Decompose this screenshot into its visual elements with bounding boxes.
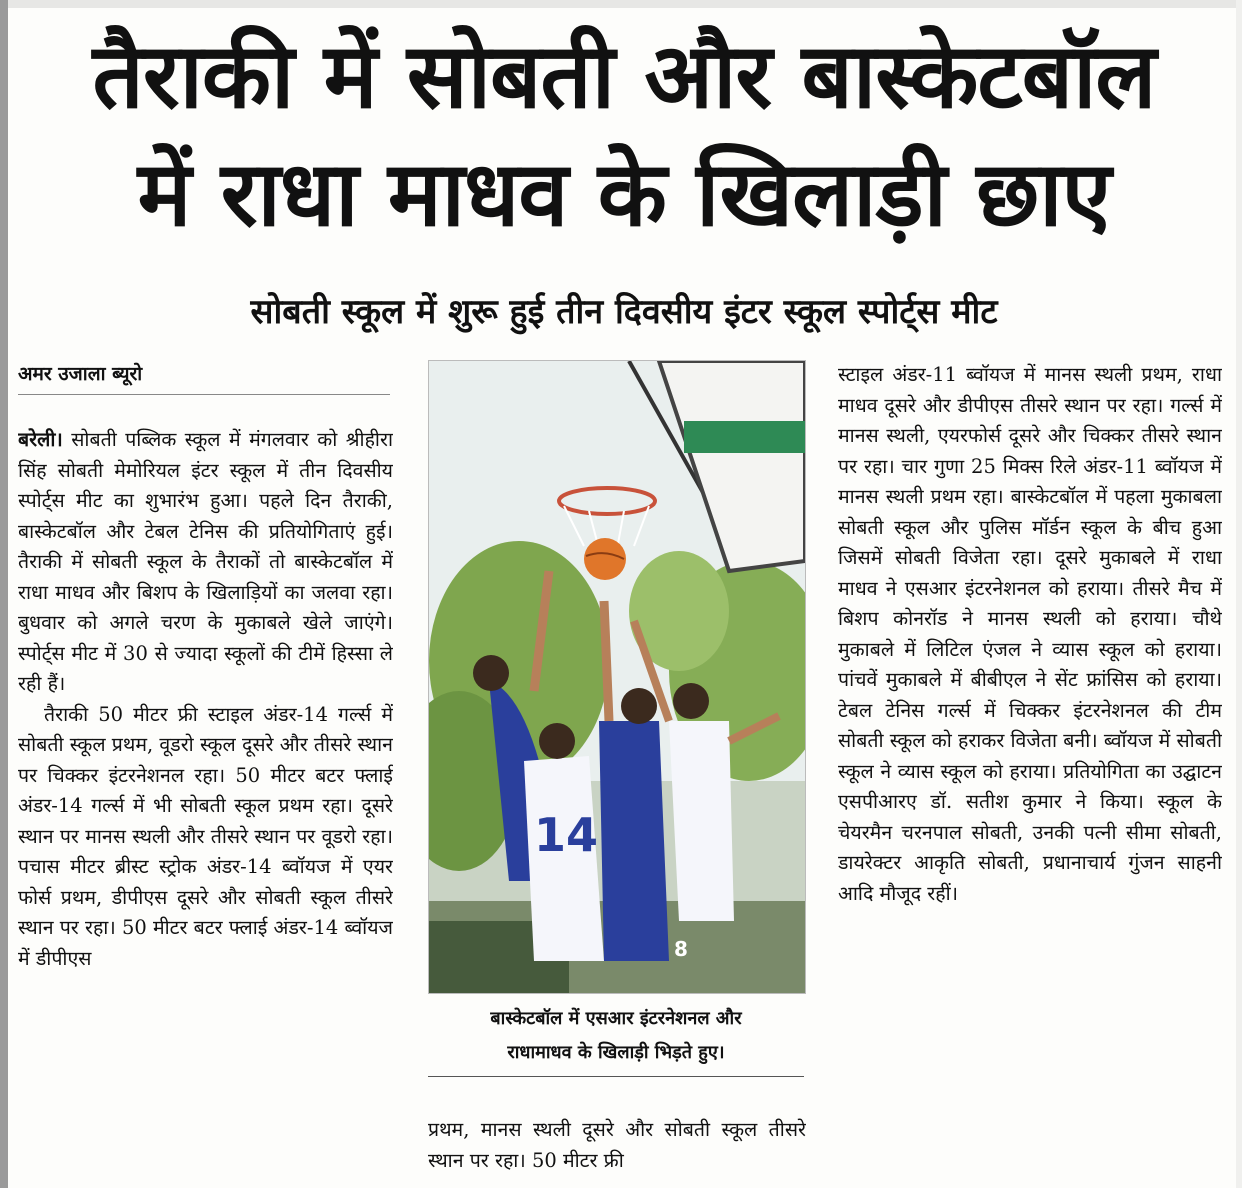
photo-caption: [428, 1002, 804, 1070]
article-column-left: [18, 425, 393, 1185]
article-column-right: [838, 360, 1222, 1186]
paragraph-1: [18, 425, 393, 700]
page-top-strip: [8, 0, 1242, 8]
caption-line-2: राधामाधव के खिलाड़ी भिड़ते हुए।: [507, 1042, 725, 1063]
jersey-number-14: 14: [534, 808, 599, 862]
page-right-edge: [1236, 0, 1242, 1188]
headline-line-2: में राधा माधव के खिलाड़ी छाए: [137, 142, 1111, 247]
article-column-middle: [428, 1115, 806, 1187]
paragraph-2: तैराकी 50 मीटर फ्री स्टाइल अंडर-14 गर्ल्स में सोबती स्कूल प्रथम, वूडरो स्कूल दूसरे और तीसरे स्थान पर चिक्कर इंटरनेशनल रहा। 50 मीटर बटर फ्लाई अंडर-14 गर्ल्स में भी सोबती स्कूल प्रथम रहा। दूसरे स्थान पर मानस स्थली और तीसरे स्थान पर वूडरो रहा। पचास मीटर ब्रीस्ट स्ट्रोक अंडर-14 ब्वॉयज में एयर फोर्स प्रथम, डीपीएस दूसरे और सोबती स्कूल तीसरे स्थान पर रहा। 50 मीटर बटर फ्लाई अंडर-14 ब्वॉयज में डीपीएस: [18, 702, 393, 970]
headline: [14, 18, 1234, 254]
dateline: बरेली।: [18, 428, 63, 451]
caption-line-1: बास्केटबॉल में एसआर इंटरनेशनल और: [490, 1008, 742, 1029]
headline-line-1: तैराकी में सोबती और बास्केटबॉल: [92, 24, 1156, 129]
paragraph-1-text: सोबती पब्लिक स्कूल में मंगलवार को श्रीहीरा सिंह सोबती मेमोरियल इंटर स्कूल में तीन दिवसीय स्पोर्ट्स मीट का शुभारंभ हुआ। पहले दिन तैराकी, बास्केटबॉल और टेबल टेनिस की प्रतियोगिताएं हुई। तैराकी में सोबती स्कूल के तैराकों तो बास्केटबॉल में राधा माधव और बिशप के खिलाड़ियों का जलवा रहा। बुधवार को अगले चरण के मुकाबले खेले जाएंगे। स्पोर्ट्स मीट में 30 से ज्यादा स्कूलों की टीमें हिस्सा ले रही हैं।: [18, 428, 393, 695]
right-column-text: स्टाइल अंडर-11 ब्वॉयज में मानस स्थली प्रथम, राधा माधव दूसरे और डीपीएस तीसरे स्थान पर रहा। गर्ल्स में मानस स्थली, एयरफोर्स दूसरे और चिक्कर तीसरे स्थान पर रहा। चार गुणा 25 मिक्स रिले अंडर-11 ब्वॉयज में मानस स्थली प्रथम रहा। बास्केटबॉल में पहला मुकाबला सोबती स्कूल और पुलिस मॉर्डन स्कूल के बीच हुआ जिसमें सोबती विजेता रहा। दूसरे मुकाबले में राधा माधव ने एसआर इंटरनेशनल को हराया। तीसरे मैच में बिशप कोनरॉड ने मानस स्थली को हराया। चौथे मुकाबले में लिटिल एंजल ने व्यास स्कूल को हराया। पांचवें मुकाबले में बीबीएल ने सेंट फ्रांसिस को हराया। टेबल टेनिस गर्ल्स में चिक्कर इंटरनेशनल की टीम सोबती स्कूल को हराकर विजेता बनी। ब्वॉयज में सोबती स्कूल ने व्यास स्कूल को हराया। प्रतियोगिता का उद्घाटन एसपीआरए डॉ. सतीश कुमार ने किया। स्कूल के चेयरमैन चरनपाल सोबती, उनकी पत्नी सीमा सोबती, डायरेक्टर आकृति सोबती, प्रधानाचार्य गुंजन साहनी आदि मौजूद रहीं।: [838, 363, 1222, 905]
middle-column-text: प्रथम, मानस स्थली दूसरे और सोबती स्कूल तीसरे स्थान पर रहा। 50 मीटर फ्री: [428, 1118, 806, 1172]
caption-divider: [428, 1076, 804, 1077]
page-edge-shadow: [0, 0, 8, 1188]
subheadline: सोबती स्कूल में शुरू हुई तीन दिवसीय इंटर स्कूल स्पोर्ट्स मीट: [250, 292, 998, 332]
photo-illustration: [429, 361, 805, 993]
basketball-photo: [428, 360, 806, 994]
byline: अमर उजाला ब्यूरो: [18, 360, 390, 395]
jersey-number-8: 8: [674, 937, 688, 961]
